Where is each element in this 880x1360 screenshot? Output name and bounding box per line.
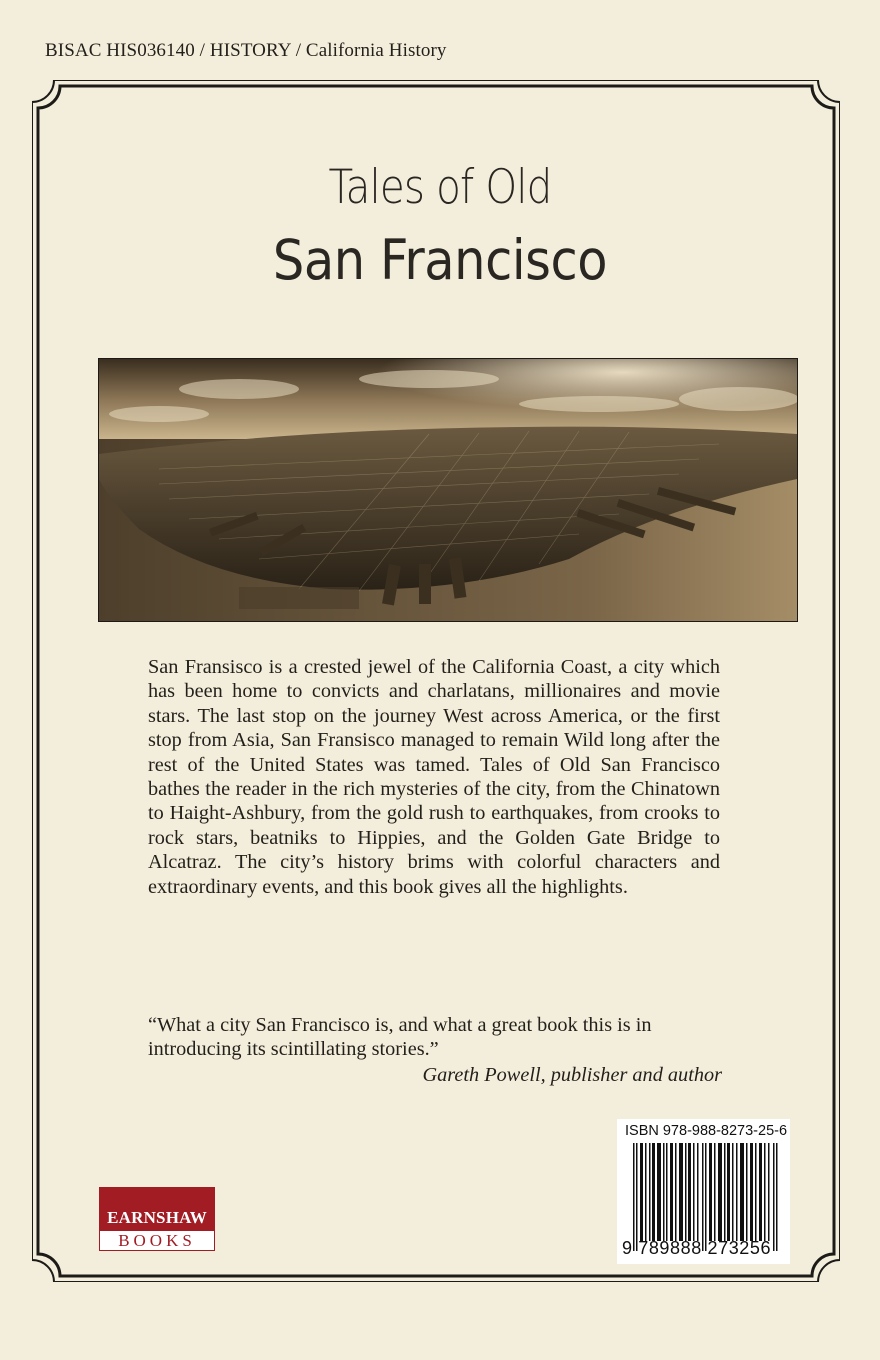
publisher-logo-bottom [99,1230,215,1251]
isbn-barcode [617,1119,790,1264]
quote-attribution: Gareth Powell, publisher and author [422,1064,722,1086]
barcode-bars [633,1143,783,1251]
barcode-digits: 9 789888 273256 [622,1238,772,1258]
publisher-name: EARNSHAW [107,1208,207,1227]
publisher-logo-top [99,1187,215,1230]
isbn-label: ISBN 978-988-8273-25-6 [625,1123,788,1139]
review-quote: “What a city San Francisco is, and what a great book this is in introducing its scintillating stories.” [148,1014,652,1061]
book-description: San Fransisco is a crested jewel of the California Coast, a city which has been home to convicts and charlatans, millionaires and movie stars. The last stop on the journey West across America, or the first stop from Asia, San Fransisco managed to remain Wild long after the rest of the United States was tamed. Tales of Old San Francisco bathes the reader in the rich mysteries of the city, from the Chinatown to Haight-Ashbury, from the gold rush to earthquakes, from crooks to rock stars, beatniks to Hippies, and the Golden Gate Bridge to Alcatraz. The city’s history brims with colorful characters and extraordinary events, and this book gives all the highlights. [148,656,720,898]
publisher-imprint: BOOKS [118,1231,196,1250]
publisher-logo [99,1187,215,1251]
cover-panorama-photo [98,358,798,622]
title-line-1: Tales of Old [328,160,552,215]
bisac-code: BISAC HIS036140 / HISTORY / California History [45,40,447,61]
title-line-2: San Francisco [272,228,608,292]
